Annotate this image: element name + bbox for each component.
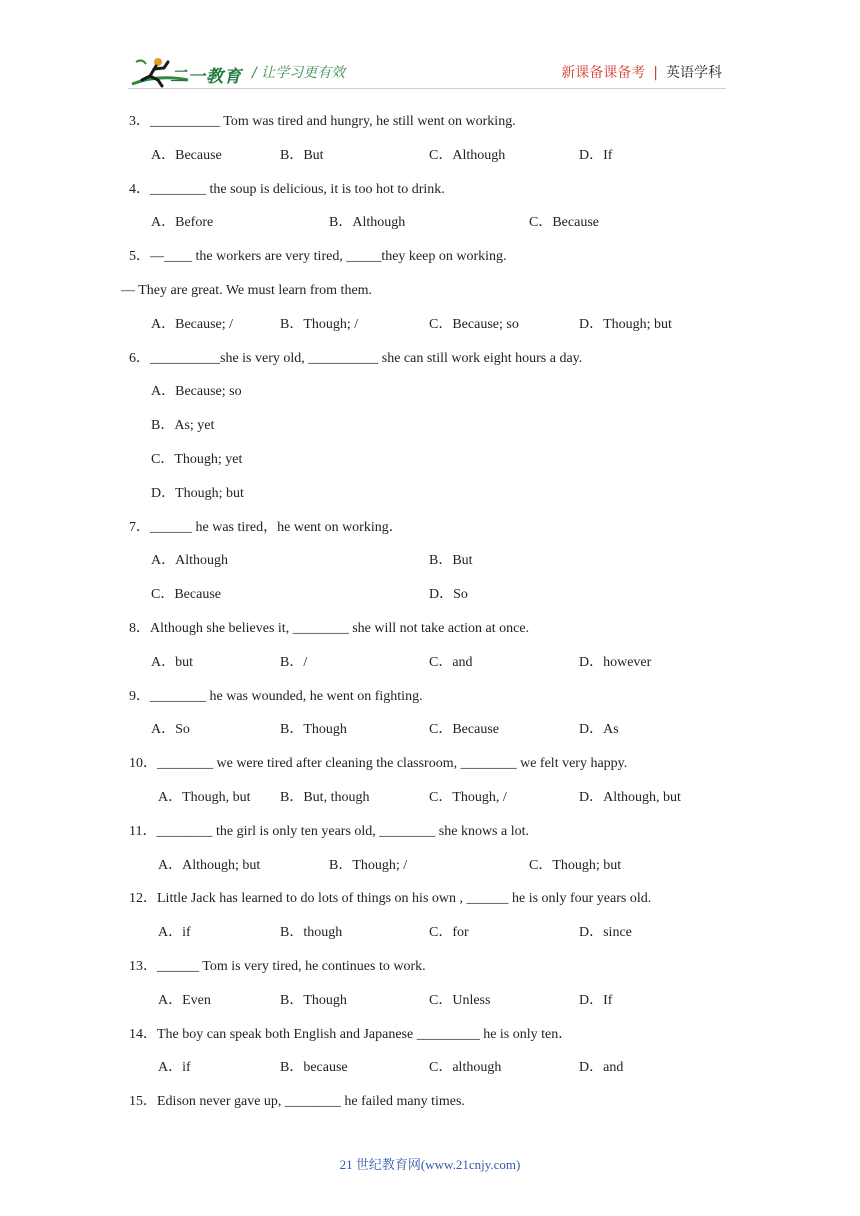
option-row bbox=[129, 648, 729, 682]
answer-option: A．Though, but bbox=[158, 789, 251, 805]
answer-option: D．and bbox=[579, 1060, 624, 1076]
answer-option: A．if bbox=[158, 925, 191, 941]
question-stem: 4．________ the soup is delicious, it is too hot to drink. bbox=[129, 181, 445, 197]
question-stem: 10．________ we were tired after cleaning the classroom, ________ we felt very happy. bbox=[129, 756, 628, 772]
logo-text: 二一教育 bbox=[170, 67, 242, 87]
answer-option: C．although bbox=[429, 1060, 502, 1076]
page-header bbox=[0, 0, 860, 100]
answer-option: D．since bbox=[579, 925, 632, 941]
header-right bbox=[561, 62, 722, 82]
option-row bbox=[129, 715, 729, 749]
question-stem: 14．The boy can speak both English and Japanese _________ he is only ten． bbox=[129, 1026, 573, 1042]
option-row bbox=[129, 310, 729, 344]
answer-option: B．Though; / bbox=[329, 857, 408, 873]
answer-option: C．for bbox=[429, 925, 469, 941]
answer-option: D．however bbox=[579, 654, 652, 670]
answer-option: A．Before bbox=[151, 215, 214, 231]
answer-option: C．Unless bbox=[429, 992, 491, 1008]
answer-option: B．Though bbox=[280, 722, 347, 738]
answer-option: A．Because; so bbox=[151, 384, 242, 400]
option-row bbox=[129, 546, 729, 580]
question-dialogue-line: — They are great. We must learn from them. bbox=[121, 282, 373, 298]
answer-option: C．Because bbox=[151, 587, 221, 603]
page-footer: 21 世纪教育网(www.21cnjy.com) bbox=[339, 1157, 521, 1172]
question-stem: 13．______ Tom is very tired, he continues to work. bbox=[129, 958, 426, 974]
answer-option: B．But bbox=[280, 147, 324, 163]
question-stem: 11．________ the girl is only ten years old, ________ she knows a lot. bbox=[129, 823, 529, 839]
answer-option: D．If bbox=[579, 992, 613, 1008]
question-stem: 12．Little Jack has learned to do lots of things on his own , ______ he is only four years old. bbox=[129, 891, 652, 907]
answer-option: A．but bbox=[151, 654, 193, 670]
option-row bbox=[129, 986, 729, 1020]
answer-option: D．Though; but bbox=[151, 485, 244, 501]
question-stem: 9．________ he was wounded, he went on fighting. bbox=[129, 688, 423, 704]
answer-option: C．Though; yet bbox=[151, 451, 243, 467]
answer-option: D．If bbox=[579, 147, 613, 163]
question-stem: 6．__________she is very old, __________ she can still work eight hours a day. bbox=[129, 350, 583, 366]
answer-option: D．So bbox=[429, 587, 468, 603]
answer-option: A．Because bbox=[151, 147, 222, 163]
answer-option: D．Although, but bbox=[579, 789, 681, 805]
answer-option: C．Though, / bbox=[429, 789, 507, 805]
answer-option: A．if bbox=[158, 1060, 191, 1076]
answer-option: B．because bbox=[280, 1060, 348, 1076]
answer-option: B．But bbox=[429, 553, 473, 569]
answer-option: C．Although bbox=[429, 147, 506, 163]
option-row bbox=[129, 141, 729, 175]
answer-option: B．But, though bbox=[280, 789, 370, 805]
answer-option: C．Because bbox=[529, 215, 599, 231]
header-separator: | bbox=[653, 65, 658, 81]
answer-option: A．Even bbox=[158, 992, 211, 1008]
answer-option: B．Though; / bbox=[280, 316, 359, 332]
answer-option: B．Though bbox=[280, 992, 347, 1008]
option-row bbox=[129, 918, 729, 952]
header-slogan: / 让学习更有效 bbox=[252, 65, 346, 81]
option-row bbox=[129, 1053, 729, 1087]
option-row bbox=[129, 783, 729, 817]
course-label: 新课备课备考 bbox=[561, 65, 646, 81]
option-row bbox=[129, 411, 729, 445]
question-stem: 3．__________ Tom was tired and hungry, he still went on working. bbox=[129, 114, 516, 129]
subject-label: 英语学科 bbox=[666, 65, 722, 81]
option-row bbox=[129, 479, 729, 513]
answer-option: B．/ bbox=[280, 654, 308, 670]
answer-option: A．Although; but bbox=[158, 857, 261, 873]
answer-option: B．As; yet bbox=[151, 418, 215, 434]
answer-option: A．So bbox=[151, 722, 190, 738]
option-row bbox=[129, 208, 729, 242]
answer-option: B．Although bbox=[329, 215, 406, 231]
answer-option: C．Though; but bbox=[529, 857, 622, 873]
option-row bbox=[129, 851, 729, 885]
question-stem: 7．______ he was tired，he went on working． bbox=[129, 519, 403, 535]
answer-option: C．and bbox=[429, 654, 473, 670]
answer-option: D．Though; but bbox=[579, 316, 672, 332]
answer-option: C．Because; so bbox=[429, 316, 519, 332]
answer-option: A．Although bbox=[151, 553, 228, 569]
question-stem: 8．Although she believes it, ________ she will not take action at once. bbox=[129, 620, 530, 636]
answer-option: D．As bbox=[579, 722, 619, 738]
option-row bbox=[129, 377, 729, 411]
answer-option: A．Because; / bbox=[151, 316, 234, 332]
option-row bbox=[129, 445, 729, 479]
answer-option: C．Because bbox=[429, 722, 499, 738]
question-stem: 5．—____ the workers are very tired, _____they keep on working. bbox=[129, 249, 507, 265]
header-divider bbox=[128, 88, 726, 89]
option-row bbox=[129, 580, 729, 614]
question-stem: 15．Edison never gave up, ________ he failed many times. bbox=[129, 1094, 465, 1110]
answer-option: B．though bbox=[280, 925, 343, 941]
question-list bbox=[121, 107, 729, 1121]
